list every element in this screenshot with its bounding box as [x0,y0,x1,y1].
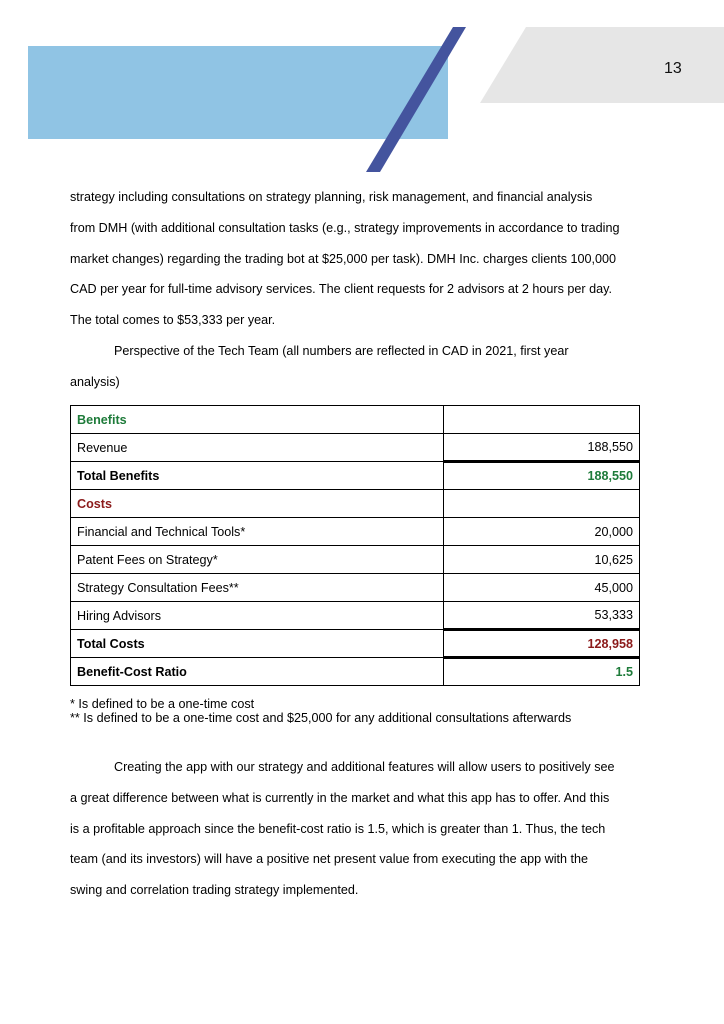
page-number: 13 [664,60,682,77]
row-value: 53,333 [444,602,640,630]
table-row [71,630,640,658]
table-row [71,602,640,630]
blue-band [28,46,448,139]
benefit-cost-ratio-label: Benefit-Cost Ratio [71,658,444,686]
row-value: 10,625 [444,546,640,574]
benefit-cost-ratio-value: 1.5 [444,658,640,686]
table-row [71,406,640,434]
section-header-benefits: Benefits [71,406,444,434]
table-caption-line: analysis) [70,374,120,389]
table-row [71,546,640,574]
footnote: ** Is defined to be a one-time cost and $25,000 for any additional consultations afterwards [70,711,572,725]
total-benefits-value: 188,550 [444,462,640,490]
row-label: Patent Fees on Strategy* [71,546,444,574]
table-row [71,518,640,546]
row-label: Hiring Advisors [71,602,444,630]
text-line: CAD per year for full-time advisory services. The client requests for 2 advisors at 2 hours per day. [70,282,612,297]
footnote: * Is defined to be a one-time cost [70,697,255,711]
row-label: Revenue [71,434,444,462]
text-line: from DMH (with additional consultation tasks (e.g., strategy improvements in accordance to trading [70,220,620,235]
text-line: swing and correlation trading strategy implemented. [70,883,359,898]
table-row [71,658,640,686]
intro-paragraph [70,182,660,398]
total-benefits-label: Total Benefits [71,462,444,490]
text-line: The total comes to $53,333 per year. [70,313,276,328]
benefit-cost-table [70,405,640,686]
table-row [71,434,640,462]
total-costs-label: Total Costs [71,630,444,658]
header-decoration [0,0,724,180]
table-row [71,574,640,602]
table-footnotes [70,697,571,725]
text-line: Creating the app with our strategy and additional features will allow users to positively see [114,760,615,774]
row-label: Strategy Consultation Fees** [71,574,444,602]
text-line: market changes) regarding the trading bot at $25,000 per task). DMH Inc. charges clients 100,000 [70,251,617,266]
table-caption-line: Perspective of the Tech Team (all numbers are reflected in CAD in 2021, first year [114,343,569,358]
table-row [71,490,640,518]
row-label: Financial and Technical Tools* [71,518,444,546]
text-line: team (and its investors) will have a positive net present value from executing the app with the [70,852,589,867]
row-value: 45,000 [444,574,640,602]
row-value [444,406,640,434]
conclusion-paragraph [70,752,660,906]
table-row [71,462,640,490]
row-value: 20,000 [444,518,640,546]
total-costs-value: 128,958 [444,630,640,658]
text-line: is a profitable approach since the benefit-cost ratio is 1.5, which is greater than 1. Thus, the tech [70,821,606,836]
section-header-costs: Costs [71,490,444,518]
text-line: strategy including consultations on strategy planning, risk management, and financial analysis [70,190,593,204]
text-line: a great difference between what is currently in the market and what this app has to offer. And this [70,790,610,805]
gray-band [480,27,724,103]
row-value [444,490,640,518]
row-value: 188,550 [444,434,640,462]
